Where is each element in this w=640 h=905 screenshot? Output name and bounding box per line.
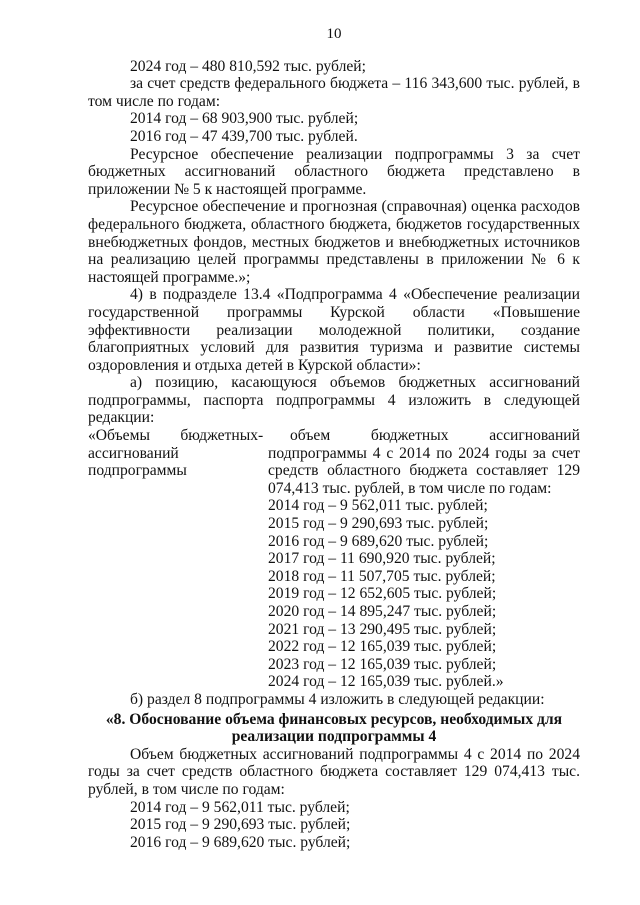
year-line: 2022 год – 12 165,039 тыс. рублей;	[268, 638, 497, 656]
passport-table	[88, 427, 580, 691]
document-page	[88, 26, 580, 851]
year-line: 2020 год – 14 895,247 тыс. рублей;	[268, 603, 497, 620]
year-line: 2024 год – 12 165,039 тыс. рублей.»	[268, 673, 504, 691]
text-line: 2016 год – 47 439,700 тыс. рублей.	[130, 127, 358, 145]
paragraph-resource-subprogram-3: Ресурсное обеспечение реализации подпрограммы 3 за счет бюджетных ассигнований областного бюджета представлено в приложении № 5 к настоящей программе.	[88, 145, 580, 198]
year-line: 2016 год – 9 689,620 тыс. рублей;	[130, 833, 351, 851]
passport-label: «Объемы бюджетных ассигнований подпрограммы	[88, 427, 258, 480]
text-paragraph: за счет средств федерального бюджета – 116 343,600 тыс. рублей, в том числе по годам:	[88, 75, 580, 110]
year-line: 2015 год – 9 290,693 тыс. рублей;	[130, 816, 351, 834]
year-line: 2014 год – 9 562,011 тыс. рублей;	[130, 798, 350, 816]
year-line: 2023 год – 12 165,039 тыс. рублей;	[268, 655, 497, 673]
year-line: 2017 год – 11 690,920 тыс. рублей;	[268, 550, 496, 568]
paragraph-item-b: б) раздел 8 подпрограммы 4 изложить в следующей редакции:	[130, 690, 545, 708]
passport-intro: объем бюджетных ассигнований подпрограммы 4 с 2014 по 2024 годы за счет средств областного бюджета составляет 129 074,413 тыс. рублей, в том числе по годам:	[268, 427, 580, 497]
passport-dash: -	[258, 427, 264, 445]
paragraph-item-4: 4) в подразделе 13.4 «Подпрограмма 4 «Обеспечение реализации государственной программы Курской области «Повышение эффективности реализации молодежной политики, создание благоприятных условий для развития туризма и развитие системы оздоровления и отдыха детей в Курской области»:	[88, 286, 580, 374]
year-line: 2019 год – 12 652,605 тыс. рублей;	[268, 585, 497, 603]
year-line: 2016 год – 9 689,620 тыс. рублей;	[268, 532, 489, 550]
text-line: 2024 год – 480 810,592 тыс. рублей;	[130, 57, 366, 75]
year-line: 2018 год – 11 507,705 тыс. рублей;	[268, 567, 496, 585]
year-line: 2014 год – 9 562,011 тыс. рублей;	[268, 497, 488, 515]
section-heading: «8. Обоснование объема финансовых ресурсов, необходимых для реализации подпрограммы 4	[105, 710, 563, 746]
text-line: 2014 год – 68 903,900 тыс. рублей;	[130, 110, 359, 128]
paragraph-item-a: а) позицию, касающуюся объемов бюджетных ассигнований подпрограммы, паспорта подпрограммы 4 изложить в следующей редакции:	[88, 374, 580, 427]
year-line: 2015 год – 9 290,693 тыс. рублей;	[268, 515, 489, 533]
passport-value	[268, 427, 580, 691]
section-paragraph: Объем бюджетных ассигнований подпрограммы 4 с 2014 по 2024 годы за счет средств областного бюджета составляет 129 074,413 тыс. рублей, в том числе по годам:	[88, 745, 580, 798]
page-number: 10	[326, 26, 342, 42]
paragraph-forecast: Ресурсное обеспечение и прогнозная (справочная) оценка расходов федерального бюджета, областного бюджета, бюджетов государственных внебюджетных фондов, местных бюджетов и внебюджетных источников на реализацию целей программы представлены в приложении № 6 к настоящей программе.»;	[88, 198, 580, 286]
year-line: 2021 год – 13 290,495 тыс. рублей;	[268, 620, 497, 638]
